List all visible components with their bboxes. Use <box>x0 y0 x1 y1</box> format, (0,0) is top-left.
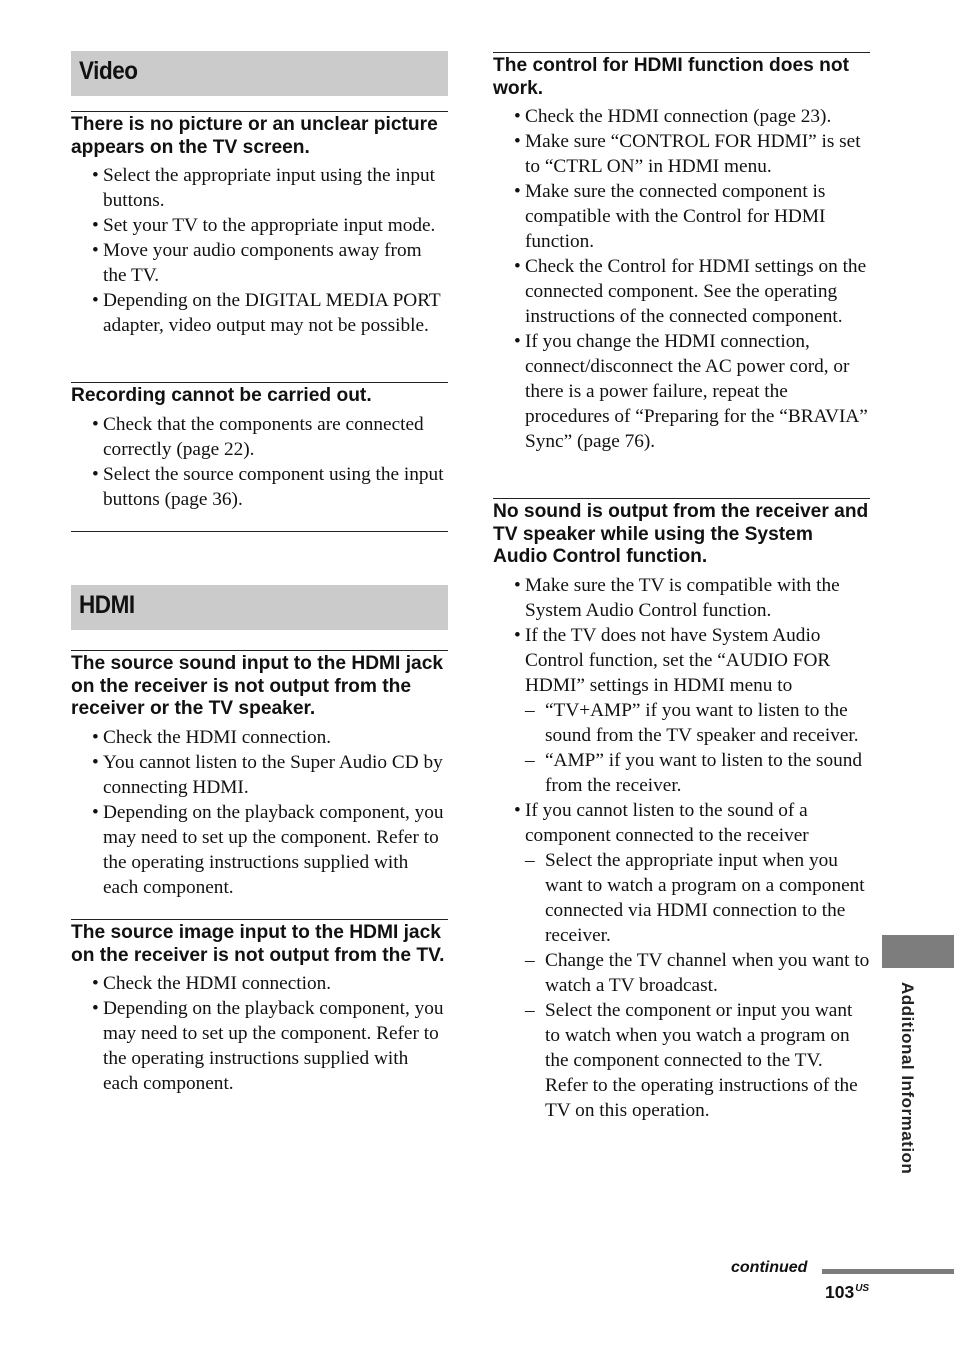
problem-heading: The control for HDMI function does not work. <box>493 55 849 99</box>
list-item: • Check that the components are connected correctly (page 22). <box>71 412 448 462</box>
sub-list <box>525 698 870 798</box>
section-divider <box>71 531 448 532</box>
list-item: • Make sure the connected component is compatible with the Control for HDMI function. <box>493 179 870 254</box>
list-item <box>493 623 870 798</box>
troubleshoot-block-recording <box>71 382 448 512</box>
problem-heading: The source sound input to the HDMI jack on the receiver is not output from the receiver or the TV speaker. <box>71 653 444 719</box>
section-header-video <box>71 51 448 96</box>
problem-heading: Recording cannot be carried out. <box>71 385 372 406</box>
list-item: • Make sure “CONTROL FOR HDMI” is set to “CTRL ON” in HDMI menu. <box>493 129 870 179</box>
sub-list-item: – Select the appropriate input when you want to watch a program on a component connected via HDMI connection to the receiver. <box>525 848 870 948</box>
list-item-text: If you cannot listen to the sound of a component connected to the receiver <box>525 799 809 846</box>
list-item: • Make sure the TV is compatible with the System Audio Control function. <box>493 573 870 623</box>
list-item: • Set your TV to the appropriate input mode. <box>71 213 448 238</box>
list-item: • Move your audio components away from the TV. <box>71 238 448 288</box>
problem-heading: The source image input to the HDMI jack on the receiver is not output from the TV. <box>71 922 445 966</box>
solution-list <box>71 725 448 900</box>
list-item: • If you change the HDMI connection, connect/disconnect the AC power cord, or there is a power failure, repeat the procedures of “Preparing for the “BRAVIA” Sync” (page 76). <box>493 329 870 454</box>
list-item: • Check the Control for HDMI settings on the connected component. See the operating instructions of the connected component. <box>493 254 870 329</box>
section-header-hdmi <box>71 585 448 630</box>
troubleshoot-block-hdmi-control <box>493 52 870 454</box>
list-item: • Depending on the playback component, you may need to set up the component. Refer to the operating instructions supplied with each component. <box>71 800 448 900</box>
sub-list-item: – Change the TV channel when you want to watch a TV broadcast. <box>525 948 870 998</box>
list-item: • Select the appropriate input using the input buttons. <box>71 163 448 213</box>
list-item: • Check the HDMI connection. <box>71 725 448 750</box>
page-region-suffix: US <box>855 1283 870 1295</box>
solution-list <box>493 573 870 1123</box>
continued-bar <box>822 1269 954 1274</box>
list-item: • Check the HDMI connection. <box>71 971 448 996</box>
troubleshoot-block-hdmi-sound <box>71 650 448 900</box>
list-item: • Depending on the DIGITAL MEDIA PORT adapter, video output may not be possible. <box>71 288 448 338</box>
solution-list <box>71 163 448 338</box>
problem-heading: No sound is output from the receiver and TV speaker while using the System Audio Control function. <box>493 501 869 567</box>
sub-list-item: – “AMP” if you want to listen to the sound from the receiver. <box>525 748 870 798</box>
section-title: HDMI <box>79 591 135 619</box>
list-item <box>493 798 870 1123</box>
chapter-tab-marker <box>882 935 954 968</box>
problem-heading: There is no picture or an unclear picture appears on the TV screen. <box>71 114 438 158</box>
sub-list-item: – Select the component or input you want to watch when you watch a program on the component connected to the TV. Refer to the operating instructions of the TV on this operation. <box>525 998 870 1123</box>
list-item: • Select the source component using the input buttons (page 36). <box>71 462 448 512</box>
page-number <box>825 1282 869 1303</box>
troubleshoot-block-hdmi-image <box>71 919 448 1096</box>
solution-list <box>71 971 448 1096</box>
solution-list <box>71 412 448 512</box>
sub-list-item: – “TV+AMP” if you want to listen to the sound from the TV speaker and receiver. <box>525 698 870 748</box>
list-item-text: If the TV does not have System Audio Control function, set the “AUDIO FOR HDMI” settings in HDMI menu to <box>525 624 831 696</box>
list-item: • You cannot listen to the Super Audio CD by connecting HDMI. <box>71 750 448 800</box>
troubleshoot-block-no-picture <box>71 111 448 338</box>
chapter-tab-label: Additional Information <box>898 982 917 1175</box>
solution-list <box>493 104 870 454</box>
page-number-value: 103 <box>825 1282 855 1302</box>
continued-label: continued <box>731 1259 808 1276</box>
sub-list <box>525 848 870 1123</box>
list-item: • Check the HDMI connection (page 23). <box>493 104 870 129</box>
section-title: Video <box>79 57 138 85</box>
list-item: • Depending on the playback component, you may need to set up the component. Refer to the operating instructions supplied with each component. <box>71 996 448 1096</box>
troubleshoot-block-system-audio <box>493 498 870 1123</box>
